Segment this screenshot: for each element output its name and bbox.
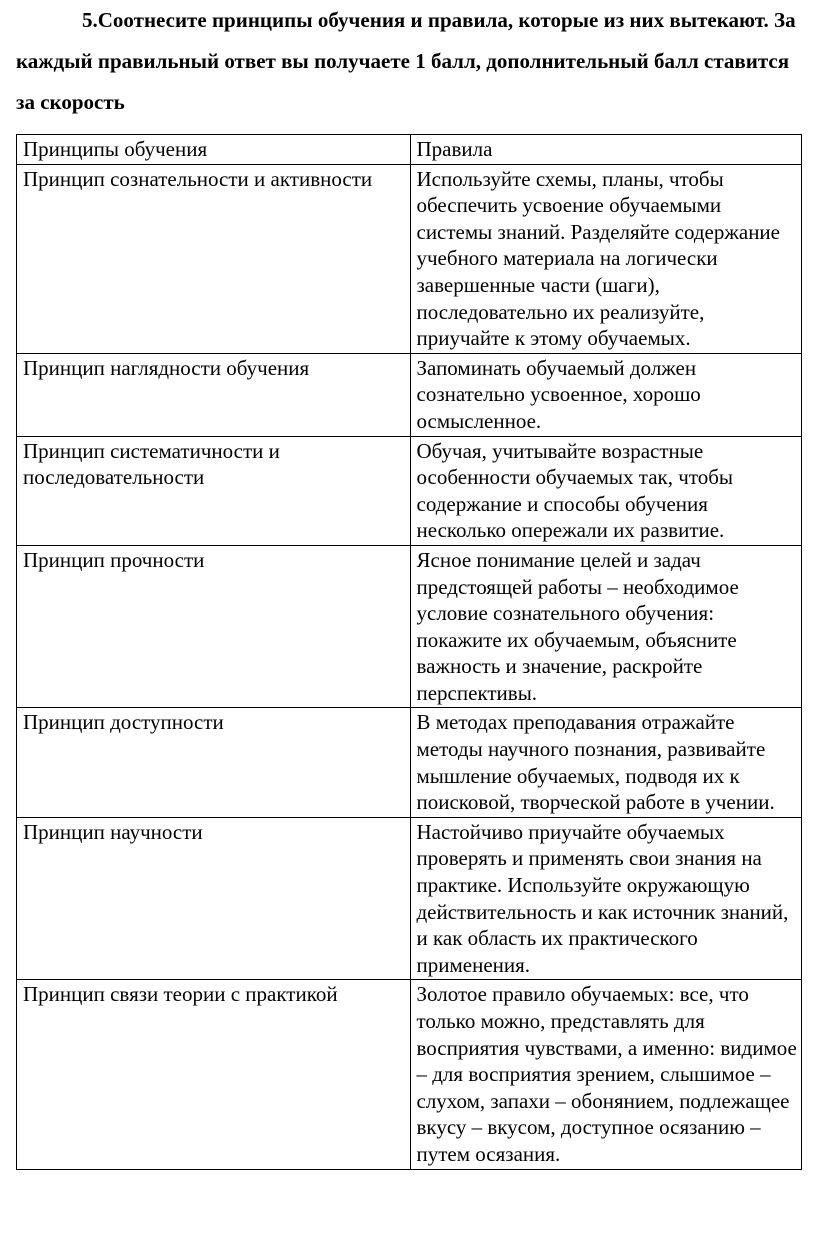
table-row: [17, 980, 802, 1169]
principle-cell: Принцип доступности: [17, 708, 411, 817]
principle-cell: Принцип наглядности обучения: [17, 353, 411, 436]
task-heading: [16, 0, 806, 123]
table-row: [17, 708, 802, 817]
rule-cell: Настойчиво приучайте обучаемых проверять и применять свои знания на практике. Используйте окружающую действительность и как источник знаний, и как область их практического применения.: [410, 817, 802, 980]
table-header-row: [17, 135, 802, 165]
table-row: [17, 436, 802, 545]
principle-cell: Принцип прочности: [17, 545, 411, 708]
principles-rules-table: [16, 134, 802, 1170]
principle-cell: Принцип связи теории с практикой: [17, 980, 411, 1169]
table-row: [17, 545, 802, 708]
header-rules: Правила: [410, 135, 802, 165]
principle-cell: Принцип научности: [17, 817, 411, 980]
principle-cell: Принцип систематичности и последовательности: [17, 436, 411, 545]
rule-cell: Запоминать обучаемый должен сознательно усвоенное, хорошо осмысленное.: [410, 353, 802, 436]
table-row: [17, 817, 802, 980]
rule-cell: Используйте схемы, планы, чтобы обеспечить усвоение обучаемыми системы знаний. Разделяйте содержание учебного материала на логически завершенные части (шаги), последовательно их реализуйте, приучайте к этому обучаемых.: [410, 164, 802, 353]
rule-cell: Ясное понимание целей и задач предстоящей работы – необходимое условие сознательного обучения: покажите их обучаемым, объясните важность и значение, раскройте перспективы.: [410, 545, 802, 708]
rule-cell: Золотое правило обучаемых: все, что только можно, представлять для восприятия чувствами, а именно: видимое – для восприятия зрением, слышимое – слухом, запахи – обонянием, подлежащее вкусу – вкусом, доступное осязанию – путем осязания.: [410, 980, 802, 1169]
table-row: [17, 164, 802, 353]
principle-cell: Принцип сознательности и активности: [17, 164, 411, 353]
rule-cell: Обучая, учитывайте возрастные особенности обучаемых так, чтобы содержание и способы обучения несколько опережали их развитие.: [410, 436, 802, 545]
task-heading-text: 5.Соотнесите принципы обучения и правила, которые из них вытекают. За каждый правильный ответ вы получаете 1 балл, дополнительный балл ставится за скорость: [16, 8, 796, 114]
rule-cell: В методах преподавания отражайте методы научного познания, развивайте мышление обучаемых, подводя их к поисковой, творческой работе в учении.: [410, 708, 802, 817]
table-row: [17, 353, 802, 436]
header-principles: Принципы обучения: [17, 135, 411, 165]
